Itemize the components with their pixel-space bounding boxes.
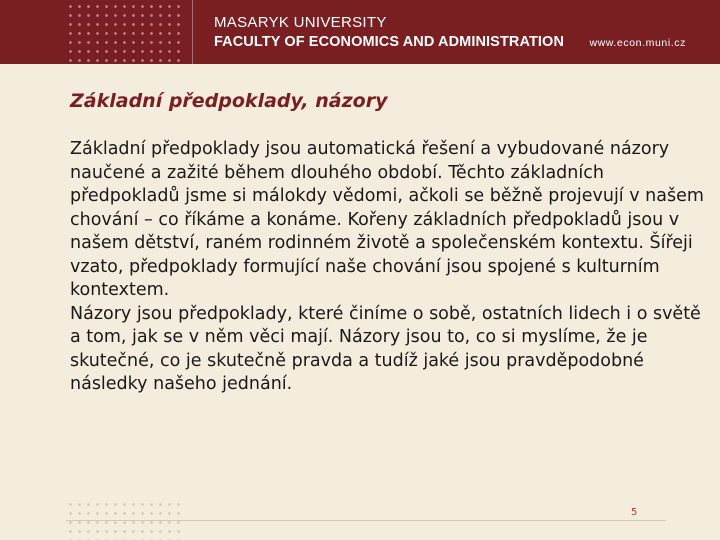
header-divider [192, 0, 193, 64]
university-name: MASARYK UNIVERSITY [214, 14, 387, 31]
slide-body [70, 138, 710, 397]
website-url: www.econ.muni.cz [589, 37, 686, 49]
paragraph-opinions: Názory jsou předpoklady, které činíme o sobě, ostatních lidech i o světě a tom, jak se v něm věci mají. Názory jsou to, co si myslíme, že je skutečné, co je skutečně pravda a tudíž jaké jsou pravděpodobné následky našeho jednání. [70, 303, 701, 394]
faculty-name: FACULTY OF ECONOMICS AND ADMINISTRATION [214, 34, 565, 50]
page-number: 5 [631, 507, 638, 518]
slide-title: Základní předpoklady, názory [70, 90, 388, 112]
paragraph-assumptions: Základní předpoklady jsou automatická řešení a vybudované názory naučené a zažité během dlouhého období. Těchto základních předpokladů jsme si málokdy vědomi, ačkoli se běžně projevují v našem chování – co říkáme a konáme. Kořeny základních předpokladů jsou v našem dětství, raném rodinném životě a společenském kontextu. Šířeji vzato, předpoklady formující naše chování jsou spojené s kulturním kontextem. [70, 139, 704, 300]
footer-divider [66, 520, 666, 521]
logo-dot-pattern [66, 2, 184, 62]
header-bar [0, 0, 720, 64]
